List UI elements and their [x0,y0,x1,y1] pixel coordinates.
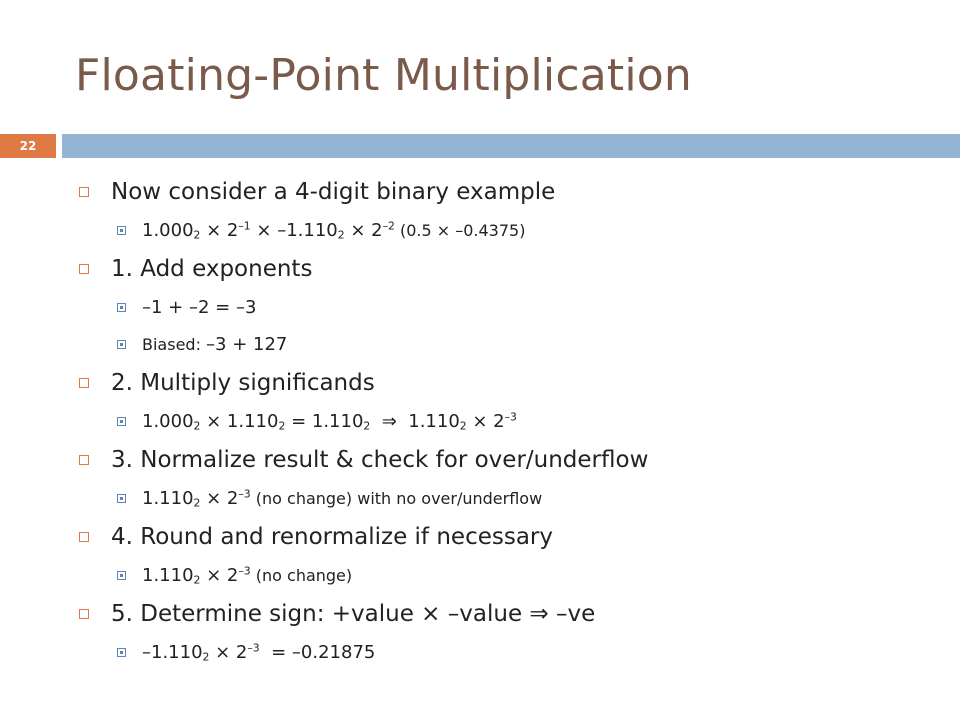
sub-bullet-text: $1.000_2 \times 1.110_2 = 1.110_2$ ⇒ $1.110_2 \times 2^{-3}$ [142,410,517,433]
slide-content [75,172,945,671]
slide-number: 22 [19,139,37,153]
bullet-text: 5. Determine sign: +value × –value ⇒ –ve [111,601,596,627]
square-bullet-icon [117,303,126,312]
bullet-text: 4. Round and renormalize if necessary [111,524,553,550]
bullet-text: 3. Normalize result & check for over/underflow [111,447,649,473]
sub-bullet-product [75,403,945,440]
bullet-text: 2. Multiply significands [111,370,375,396]
square-bullet-icon [117,494,126,503]
bullet-round [75,517,945,557]
square-bullet-icon [117,648,126,657]
bullet-intro [75,172,945,212]
sub-bullet-example [75,212,945,249]
sub-bullet-text: Biased: –3 + 127 [142,334,288,355]
bullet-text: Now consider a 4-digit binary example [111,179,556,205]
bullet-text: 1. Add exponents [111,256,313,282]
sub-bullet-rounded [75,557,945,594]
square-bullet-icon [117,340,126,349]
sub-bullet-result [75,634,945,671]
sub-bullet-exponent-sum [75,289,945,326]
sub-bullet-text: $1.110_2 \times 2^{-3}$ (no change) [142,564,353,587]
title-rule-bar [62,134,960,158]
bullet-add-exponents [75,249,945,289]
slide-title: Floating-Point Multiplication [75,50,692,101]
sub-bullet-biased [75,326,945,363]
bullet-normalize [75,440,945,480]
square-bullet-icon [79,609,89,619]
bullet-multiply-significands [75,363,945,403]
square-bullet-icon [117,226,126,235]
sub-bullet-text: $1.000_2 \times 2^{-1} \times -1.110_2 \times 2^{-2}$ (0.5 × –0.4375) [142,219,526,242]
square-bullet-icon [79,455,89,465]
square-bullet-icon [117,571,126,580]
sub-bullet-normalized [75,480,945,517]
sub-bullet-text: –1 + –2 = –3 [142,297,257,318]
sub-bullet-text: $1.110_2 \times 2^{-3}$ (no change) with no over/underflow [142,487,543,510]
square-bullet-icon [79,264,89,274]
square-bullet-icon [79,378,89,388]
sub-bullet-text: $-1.110_2 \times 2^{-3} = -0.21875$ [142,641,376,664]
square-bullet-icon [79,532,89,542]
bullet-sign [75,594,945,634]
square-bullet-icon [117,417,126,426]
square-bullet-icon [79,187,89,197]
